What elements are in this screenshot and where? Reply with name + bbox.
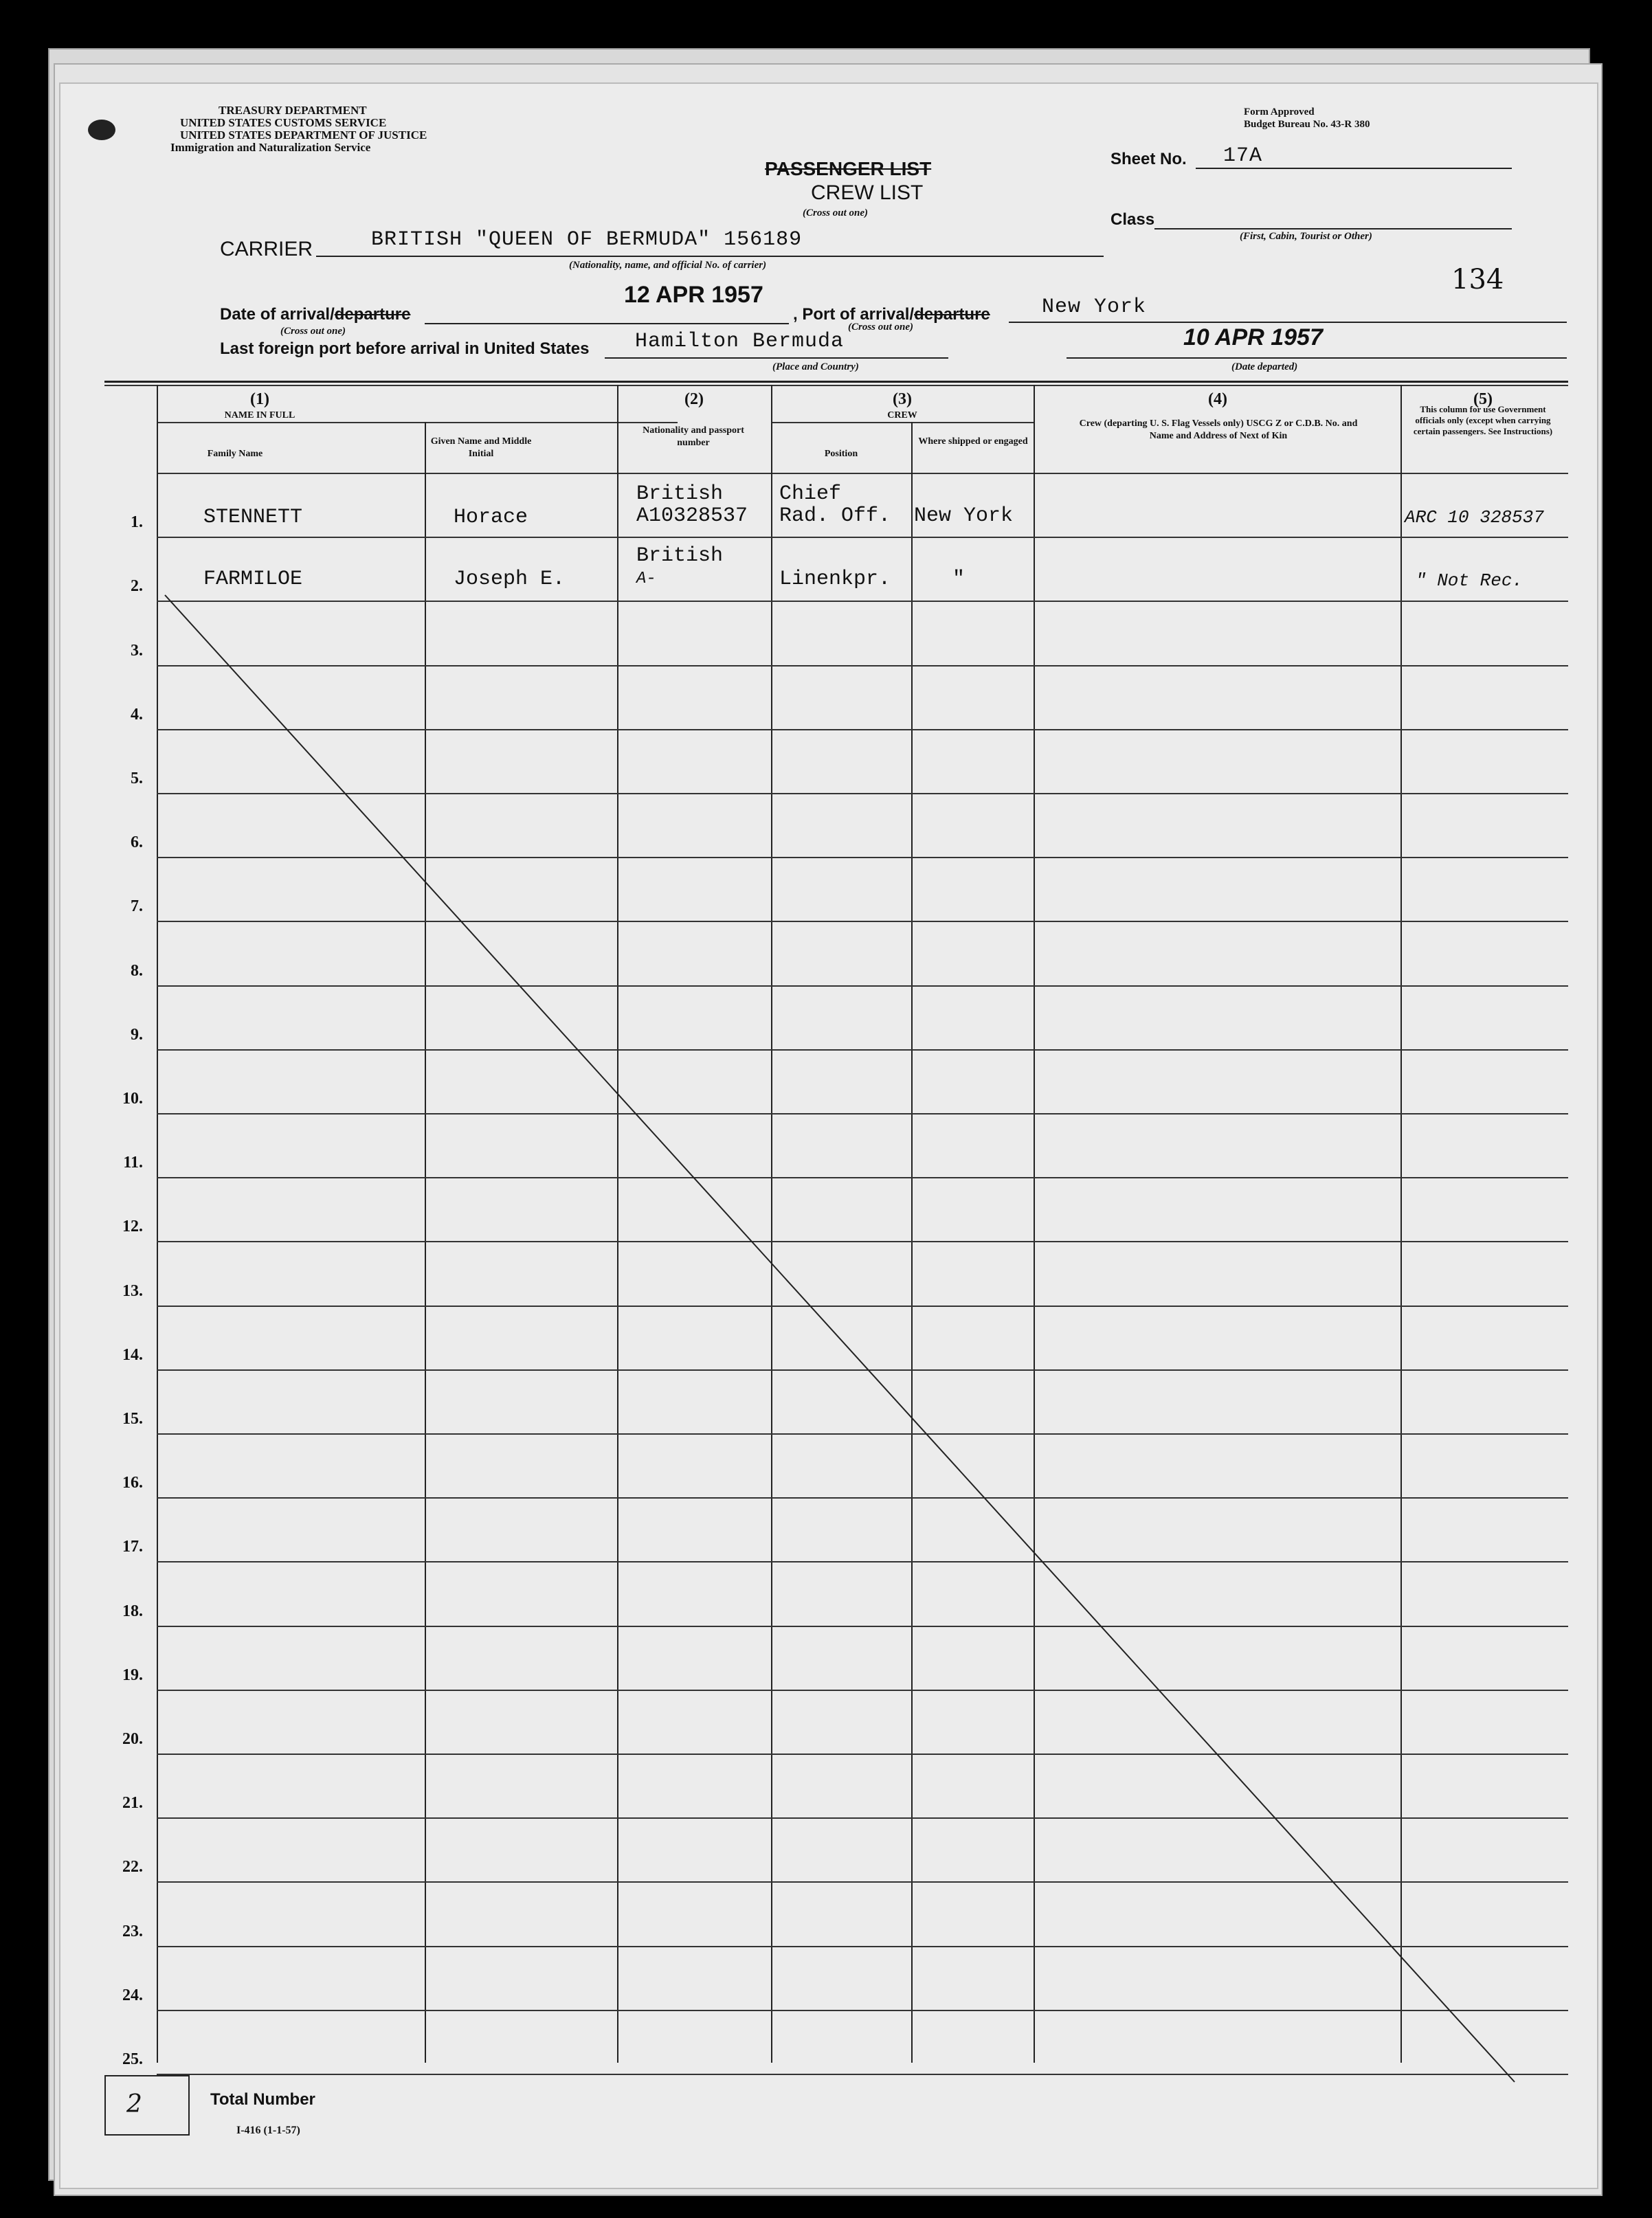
last-port-note: (Place and Country) bbox=[772, 361, 859, 372]
crew-list-form bbox=[60, 84, 1597, 2188]
row-number: 24. bbox=[122, 1986, 143, 2004]
agency-header: TREASURY DEPARTMENT UNITED STATES CUSTOMS SERVICE UNITED STATES DEPARTMENT OF JUSTICE Immigration and Naturalization Service bbox=[170, 104, 427, 154]
row-number: 5. bbox=[131, 770, 143, 787]
sheet-label: Sheet No. bbox=[1110, 150, 1187, 168]
row2-given-name: Joseph E. bbox=[454, 568, 566, 591]
row-number: 19. bbox=[122, 1666, 143, 1684]
row2-family-name: FARMILOE bbox=[203, 568, 303, 591]
row-number: 22. bbox=[122, 1858, 143, 1876]
row2-nationality: British bbox=[636, 544, 724, 568]
row1-position-line2: Rad. Off. bbox=[779, 504, 891, 528]
col4-header: Crew (departing U. S. Flag Vessels only) USCG Z or C.D.B. No. and Name and Address of Next of Kin bbox=[1079, 418, 1358, 441]
arrival-date-note: (Cross out one) bbox=[280, 326, 346, 337]
col3a-header: Position bbox=[824, 449, 858, 459]
arrival-port-label: , Port of arrival/departure bbox=[793, 305, 990, 324]
class-label: Class bbox=[1110, 210, 1155, 229]
row1-given-name: Horace bbox=[454, 506, 528, 529]
row-number: 15. bbox=[122, 1410, 143, 1428]
carrier-value: BRITISH "QUEEN OF BERMUDA" 156189 bbox=[371, 228, 803, 251]
col2-number: (2) bbox=[684, 390, 704, 408]
row2-official-note: " Not Rec. bbox=[1416, 570, 1523, 591]
class-note: (First, Cabin, Tourist or Other) bbox=[1240, 231, 1372, 242]
row-number: 8. bbox=[131, 962, 143, 980]
row1-position-line1: Chief bbox=[779, 482, 842, 506]
col5-number: (5) bbox=[1473, 390, 1493, 408]
total-value: 2 bbox=[126, 2090, 142, 2118]
col1b-header: Given Name and Middle Initial bbox=[430, 436, 532, 459]
departed-date-value: 10 APR 1957 bbox=[1183, 324, 1323, 350]
col3-title: CREW bbox=[887, 410, 917, 421]
cancel-diagonal-line bbox=[60, 84, 1597, 2188]
col1-number: (1) bbox=[250, 390, 269, 408]
col1a-header: Family Name bbox=[207, 449, 263, 459]
col5-header: This column for use Government officials only (except when carrying certain passengers. See Instructions) bbox=[1413, 404, 1553, 436]
arrival-date-value: 12 APR 1957 bbox=[624, 282, 763, 308]
row-number: 7. bbox=[131, 897, 143, 915]
arrival-date-label: Date of arrival/departure bbox=[220, 305, 411, 324]
row-number: 18. bbox=[122, 1602, 143, 1620]
row-number: 17. bbox=[122, 1538, 143, 1556]
form-code: I-416 (1-1-57) bbox=[236, 2125, 300, 2136]
carrier-note: (Nationality, name, and official No. of carrier) bbox=[569, 260, 767, 271]
title-note: (Cross out one) bbox=[803, 208, 869, 219]
row1-shipped: New York bbox=[914, 504, 1014, 528]
last-port-value: Hamilton Bermuda bbox=[635, 330, 845, 353]
row1-official-note: ARC 10 328537 bbox=[1405, 507, 1544, 528]
row-number: 6. bbox=[131, 833, 143, 851]
total-label: Total Number bbox=[210, 2090, 315, 2109]
title-struck: PASSENGER LIST bbox=[765, 158, 932, 179]
row-number: 13. bbox=[122, 1282, 143, 1300]
col3-number: (3) bbox=[893, 390, 912, 408]
row-number: 2. bbox=[131, 577, 143, 595]
row-number: 21. bbox=[122, 1794, 143, 1812]
col2-header: Nationality and passport number bbox=[643, 425, 744, 448]
row-number: 1. bbox=[131, 513, 143, 531]
departed-date-note: (Date departed) bbox=[1231, 361, 1298, 372]
row-number: 11. bbox=[123, 1154, 143, 1172]
col4-number: (4) bbox=[1208, 390, 1227, 408]
form-approved: Form Approved Budget Bureau No. 43-R 380 bbox=[1244, 107, 1370, 130]
row-number: 3. bbox=[131, 642, 143, 660]
page-number: 134 bbox=[1451, 264, 1504, 295]
row2-shipped: " bbox=[952, 568, 965, 591]
row-number: 23. bbox=[122, 1923, 143, 1940]
row-number: 16. bbox=[122, 1474, 143, 1492]
row1-nationality: British bbox=[636, 482, 724, 506]
row2-passport: A- bbox=[636, 570, 656, 588]
row-number: 4. bbox=[131, 706, 143, 724]
row-number: 10. bbox=[122, 1090, 143, 1108]
arrival-port-value: New York bbox=[1042, 295, 1147, 319]
row1-family-name: STENNETT bbox=[203, 506, 303, 529]
col3b-header: Where shipped or engaged bbox=[918, 436, 1028, 447]
row-number: 12. bbox=[122, 1218, 143, 1235]
arrival-port-note: (Cross out one) bbox=[848, 322, 914, 333]
sheet-value: 17A bbox=[1223, 144, 1263, 168]
last-port-label: Last foreign port before arrival in United States bbox=[220, 339, 590, 358]
title-main: CREW LIST bbox=[811, 181, 924, 204]
row-number: 14. bbox=[122, 1346, 143, 1364]
row-number: 9. bbox=[131, 1026, 143, 1044]
carrier-label: CARRIER bbox=[220, 238, 313, 260]
total-box bbox=[104, 2075, 190, 2136]
row2-position: Linenkpr. bbox=[779, 568, 891, 591]
row1-passport: A10328537 bbox=[636, 504, 748, 528]
row-number: 20. bbox=[122, 1730, 143, 1748]
col1-title: NAME IN FULL bbox=[224, 410, 295, 421]
row-number: 25. bbox=[122, 2050, 143, 2068]
